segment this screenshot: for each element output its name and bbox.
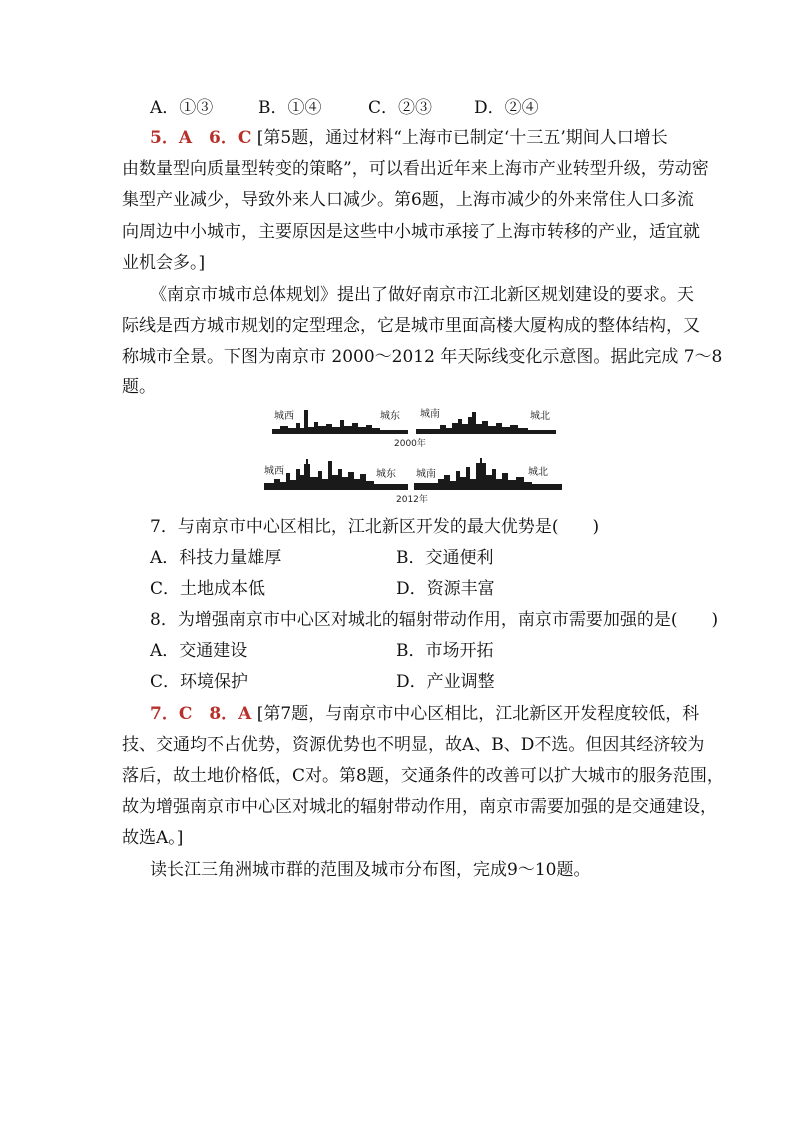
skyline-figure-2000 [270,405,558,447]
answer-56-line-4: 向周边中小城市，主要原因是这些中小城市承接了上海市转移的产业，适宜就 [122,222,700,242]
label-2012-south: 城南 [416,469,436,480]
q4-option-d: D．②④ [474,98,539,118]
answer-56-line-3: 集型产业减少，导致外来人口减少。第6题，上海市减少的外来常住人口多流 [122,190,694,210]
label-2012-east: 城东 [376,469,396,480]
answer-56-line-2: 由数量型向质量型转变的策略”，可以看出近年来上海市产业转型升级，劳动密 [122,159,709,179]
label-2012-north: 城北 [528,467,548,478]
q7-stem: 7．与南京市中心区相比，江北新区开发的最大优势是( ) [150,517,600,537]
q8-option-c: C．环境保护 [150,672,249,692]
answer-78-key: 7．C 8．A [150,704,252,724]
answer-78-line-4: 故为增强南京市中心区对城北的辐射带动作用，南京市需要加强的是交通建设， [122,797,717,817]
q8-option-d: D．产业调整 [396,672,495,692]
answer-78-line-5: 故选A。] [122,828,184,848]
answer-56-key: 5．A 6．C [150,128,252,148]
material-line-3: 称城市全景。下图为南京市 2000～2012 年天际线变化示意图。据此完成 7～8 [122,347,723,367]
material-line-4: 题。 [122,377,156,397]
q8-option-a: A．交通建设 [150,641,248,661]
label-2000-west: 城西 [274,411,294,422]
q7-option-b: B．交通便利 [396,548,494,568]
label-2000-east: 城东 [380,411,400,422]
q7-option-c: C．土地成本低 [150,579,266,599]
material-line-2: 际线是西方城市规划的定型理念，它是城市里面高楼大厦构成的整体结构，又 [122,316,700,336]
answer-78-text-1: [第7题，与南京市中心区相比，江北新区开发程度较低，科 [256,704,700,724]
label-2000-south: 城南 [420,409,440,420]
q4-option-b: B．①④ [258,98,322,118]
answer-56-line-1 [150,128,668,148]
next-question-intro: 读长江三角洲城市群的范围及城市分布图，完成9～10题。 [150,860,591,880]
caption-2000: 2000年 [394,439,426,449]
answer-78-line-3: 落后，故土地价格低，C对。第8题，交通条件的改善可以扩大城市的服务范围， [122,766,724,786]
answer-78-line-1 [150,704,699,724]
skyline-2012-graphic [262,455,564,491]
label-2000-north: 城北 [530,411,550,422]
q7-option-d: D．资源丰富 [396,579,495,599]
answer-78-line-2: 技、交通均不占优势，资源优势也不明显，故A、B、D不选。但因其经济较为 [122,735,705,755]
skyline-figure-2012 [262,455,564,505]
material-line-1: 《南京市城市总体规划》提出了做好南京市江北新区规划建设的要求。天 [150,285,694,305]
q4-option-a: A．①③ [150,98,214,118]
answer-56-line-5: 业机会多。] [122,253,206,273]
label-2012-west: 城西 [264,466,284,477]
q8-stem: 8．为增强南京市中心区对城北的辐射带动作用，南京市需要加强的是( ) [150,610,719,630]
answer-56-text-1: [第5题，通过材料“上海市已制定‘十三五’期间人口增长 [256,128,668,148]
q4-option-c: C．②③ [368,98,433,118]
q8-option-b: B．市场开拓 [396,641,494,661]
skyline-2000-graphic [270,405,558,435]
caption-2012: 2012年 [396,495,428,505]
q7-option-a: A．科技力量雄厚 [150,548,282,568]
